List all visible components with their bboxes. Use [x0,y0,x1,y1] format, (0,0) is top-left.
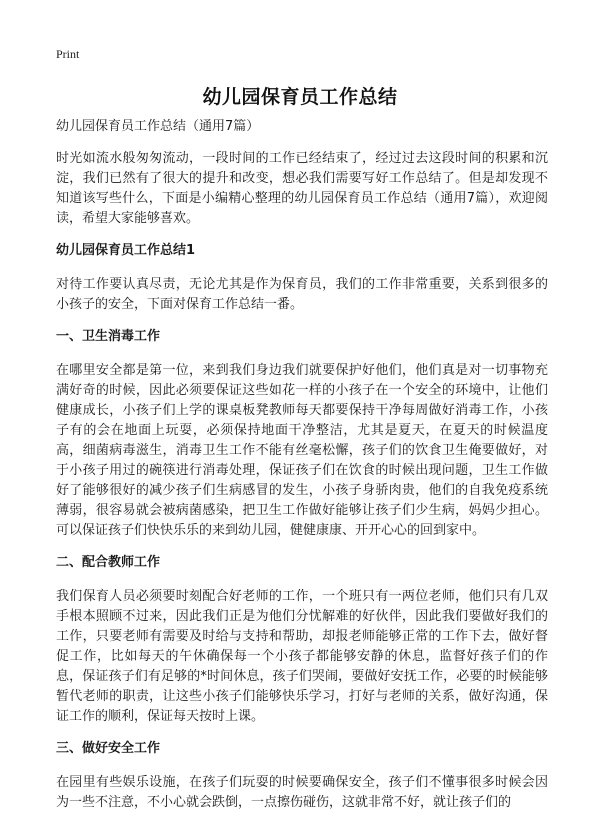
section-text-hygiene: 在哪里安全都是第一位，来到我们身边我们就要保护好他们，他们真是对一切事物充满好奇的时候，因此必须要保证这些如花一样的小孩子在一个安全的环境中，让他们健康成长，小孩子们上学的课桌板凳教师每天都要保持干净每周做好消毒工作，小孩子有的会在地面上玩耍，必须保持地面干净整洁，尤其是夏天，在夏天的时候温度高，细菌病毒滋生，消毒卫生工作不能有丝毫松懈，孩子们的饮食卫生俺要做好，对于小孩子用过的碗筷进行消毒处理，保证孩子们在饮食的时候出现问题，卫生工作做好了能够很好的减少孩子们生病感冒的发生，小孩子身骄肉贵，他们的自我免疫系统薄弱，很容易就会被病菌感染，把卫生工作做好能够让孩子们少生病，妈妈少担心。可以保证孩子们快快乐乐的来到幼儿园，健健康康、开开心心的回到家中。 [56,363,548,538]
section-heading-safety: 三、做好安全工作 [56,741,161,756]
section-heading-teacher-cooperation: 二、配合教师工作 [56,555,161,570]
section-heading-hygiene: 一、卫生消毒工作 [56,329,161,344]
section-text-safety: 在园里有些娱乐设施，在孩子们玩耍的时候要确保安全，孩子们不懂事很多时候会因为一些不注意，不小心就会跌倒，一点擦伤碰伤，这就非常不好，就让孩子们的 [56,775,548,810]
intro-paragraph: 时光如流水般匆匆流动，一段时间的工作已经结束了，经过过去这段时间的积累和沉淀，我们已然有了很大的提升和改变，想必我们需要写好工作总结了。但是却发现不知道该写些什么，下面是小编精心整理的幼儿园保育员工作总结（通用7篇），欢迎阅读，希望大家能够喜欢。 [56,151,548,226]
page-title: 幼儿园保育员工作总结 [202,86,398,108]
article-heading: 幼儿园保育员工作总结1 [56,243,196,258]
article-intro-paragraph: 对待工作要认真尽责，无论尤其是作为保育员，我们的工作非常重要，关系到很多的小孩子的安全，下面对保育工作总结一番。 [56,277,548,312]
document-body [56,117,548,825]
section-text-teacher-cooperation: 我们保育人员必须要时刻配合好老师的工作，一个班只有一两位老师，他们只有几双手根本照顾不过来，因此我们正是为他们分忧解难的好伙伴，因此我们要做好我们的工作，只要老师有需要及时给与支持和帮助，却报老师能够正常的工作下去，做好督促工作，比如每天的午休确保每一个小孩子都能够安静的休息，监督好孩子们的作息，保证孩子们有足够的*时间休息，孩子们哭闹，要做好安抚工作，必要的时候能够暂代老师的职责，让这些小孩子们能够快乐学习，打好与老师的关系，做好沟通，保证工作的顺利，保证每天按时上课。 [56,589,548,724]
document-subtitle: 幼儿园保育员工作总结（通用7篇） [56,119,260,134]
print-label[interactable]: Print [56,47,80,61]
